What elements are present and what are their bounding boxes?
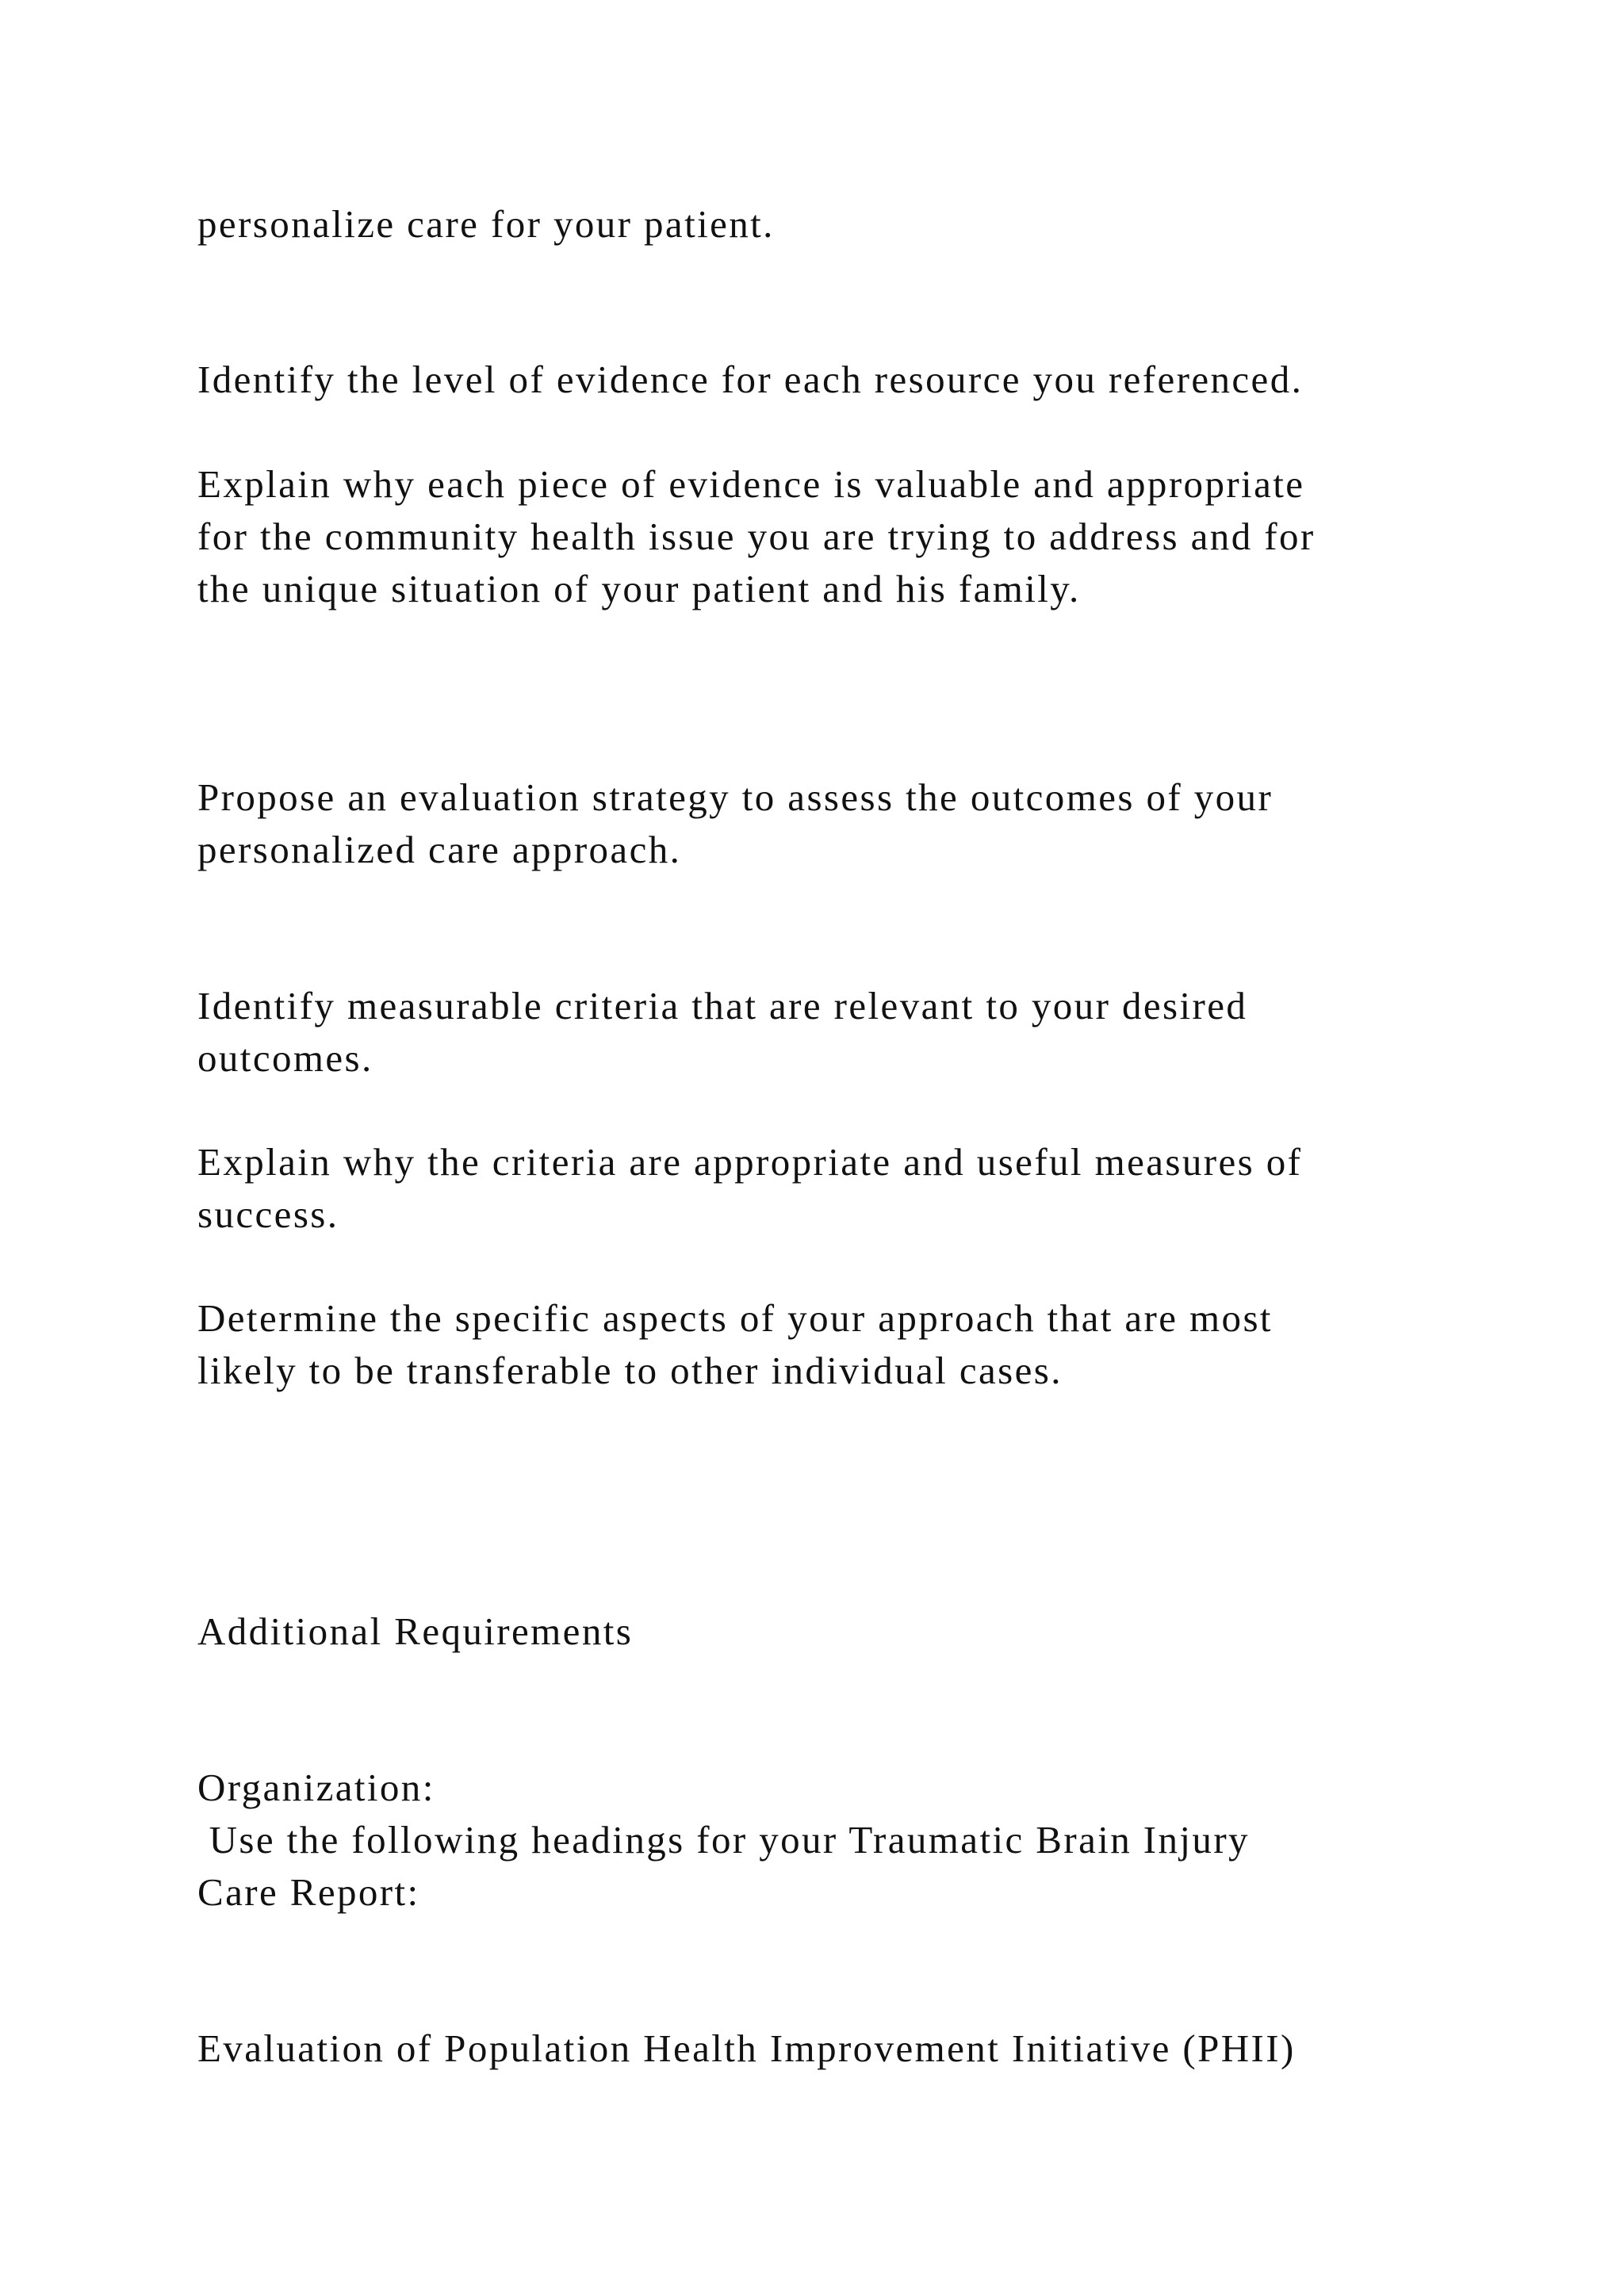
paragraph-line: Identify the level of evidence for each resource you referenced. xyxy=(197,358,1304,401)
section-heading: Evaluation of Population Health Improvement Initiative (PHII) xyxy=(197,2026,1296,2070)
paragraph-line: personalize care for your patient. xyxy=(197,202,775,246)
paragraph-line: likely to be transferable to other individual cases. xyxy=(197,1349,1063,1392)
paragraph-line: Explain why each piece of evidence is valuable and appropriate xyxy=(197,462,1305,506)
paragraph-line: Propose an evaluation strategy to assess the outcomes of your xyxy=(197,775,1274,819)
paragraph-line: success. xyxy=(197,1192,339,1236)
paragraph-line: Explain why the criteria are appropriate and useful measures of xyxy=(197,1140,1303,1184)
paragraph-line: the unique situation of your patient and his family. xyxy=(197,567,1081,610)
paragraph-line: Use the following headings for your Traumatic Brain Injury xyxy=(197,1818,1250,1862)
paragraph-line: Identify measurable criteria that are relevant to your desired xyxy=(197,984,1248,1027)
paragraph-line: Determine the specific aspects of your approach that are most xyxy=(197,1296,1273,1340)
paragraph-line: outcomes. xyxy=(197,1036,373,1080)
paragraph-line: Organization: xyxy=(197,1766,435,1809)
paragraph-line: Care Report: xyxy=(197,1870,420,1914)
paragraph-line: for the community health issue you are trying to address and for xyxy=(197,515,1316,558)
section-heading: Additional Requirements xyxy=(197,1609,634,1653)
paragraph-line: personalized care approach. xyxy=(197,828,682,871)
